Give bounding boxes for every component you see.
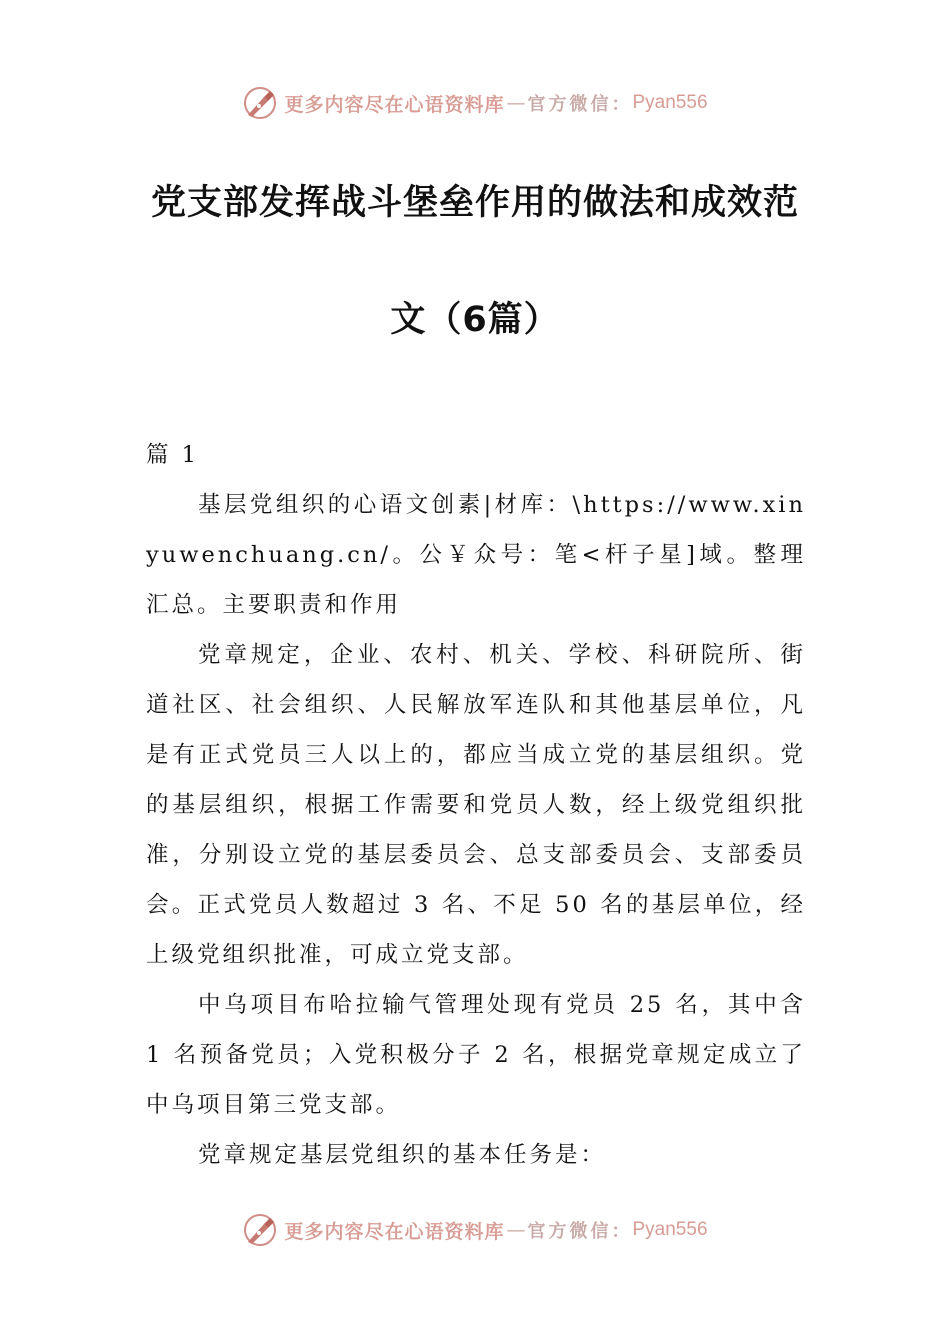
footer-banner-separator: —: [506, 1219, 526, 1241]
section-label: 篇 1: [146, 442, 199, 468]
banner-wechat-label: 官方微信：: [527, 94, 633, 115]
banner-text: 更多内容尽在心语资料库: [284, 93, 505, 116]
footer-banner-wechat-label: 官方微信：: [527, 1221, 633, 1242]
banner-separator: —: [506, 92, 526, 114]
pen-nib-logo-icon: [242, 85, 278, 121]
footer-banner-wechat-id: Pyan556: [632, 1219, 708, 1240]
pen-nib-logo-icon: [242, 1212, 278, 1248]
footer-banner: [0, 1207, 950, 1253]
footer-banner-text: 更多内容尽在心语资料库: [284, 1220, 505, 1243]
document-title-line-2: 文（6篇）: [390, 300, 560, 340]
paragraph-2: 党章规定，企业、农村、机关、学校、科研院所、街道社区、社会组织、人民解放军连队和其他基层单位，凡是有正式党员三人以上的，都应当成立党的基层组织。党的基层组织，根据工作需要和党员人数，经上级党组织批准，分别设立党的基层委员会、总支部委员会、支部委员会。正式党员人数超过 3 名、不足 50 名的基层单位，经上级党组织批准，可成立党支部。: [146, 642, 806, 968]
paragraph-1: 基层党组织的心语文创素|材库：\https://www.xinyuwenchuang.cn/。公￥众号：笔<杆子星]域。整理汇总。主要职责和作用: [146, 492, 806, 618]
banner-wechat-id: Pyan556: [632, 92, 708, 113]
header-banner: [0, 80, 950, 126]
paragraph-4: 党章规定基层党组织的基本任务是：: [198, 1142, 607, 1168]
document-title-line-1: 党支部发挥战斗堡垒作用的做法和成效范: [150, 183, 799, 223]
document-body: [146, 430, 806, 1180]
paragraph-3: 中乌项目布哈拉输气管理处现有党员 25 名，其中含 1 名预备党员；入党积极分子 2 名，根据党章规定成立了中乌项目第三党支部。: [146, 992, 806, 1118]
